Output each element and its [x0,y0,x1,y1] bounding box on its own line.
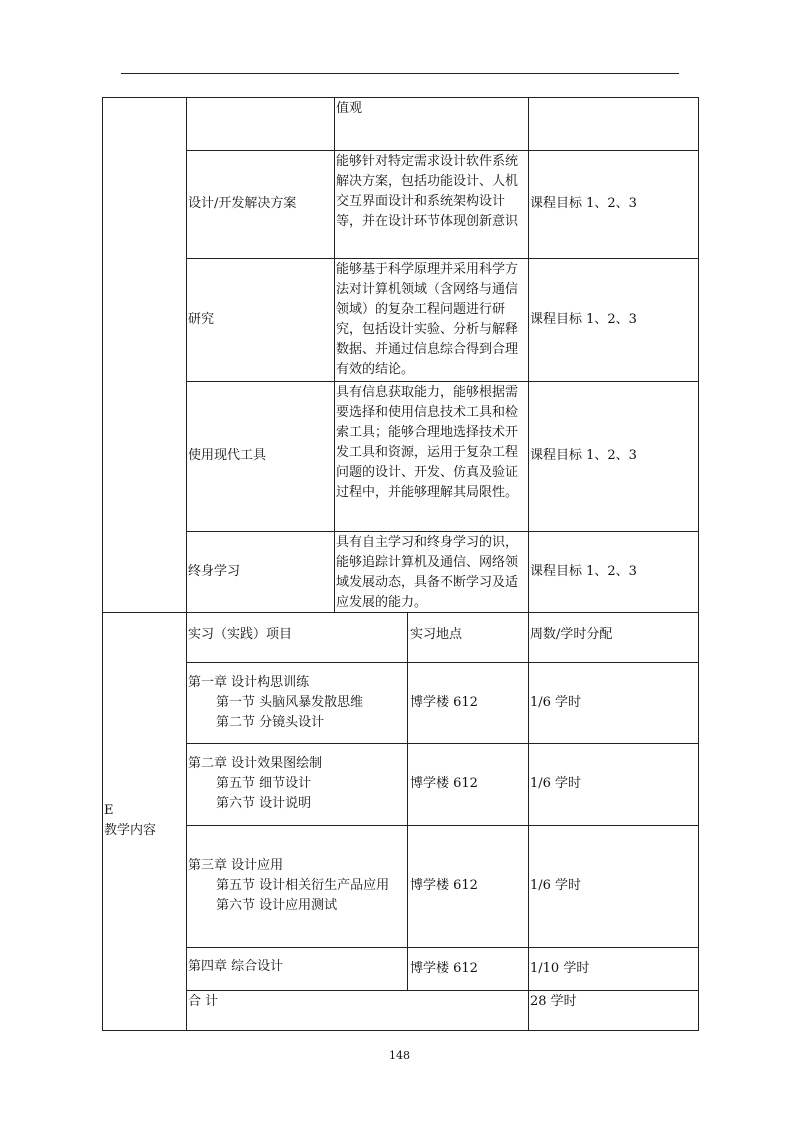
column-divider [407,612,408,990]
hours-label: 1/6 学时 [530,694,582,710]
section-item: 第一节 头脑风暴发散思维 [216,694,364,710]
header-location-label: 实习地点 [410,627,463,642]
header-hours [530,613,696,661]
description-cell: 具有自主学习和终身学习的识，能够追踪计算机及通信、网络领域发展动态，具备不断学习及适应发展的能力。 [336,535,519,610]
total-label: 合 计 [188,994,219,1009]
hours-cell [530,948,696,989]
hours-label: 1/6 学时 [530,776,582,791]
page-number: 148 [389,1049,410,1062]
target-label: 课程目标 1、2、3 [530,196,637,211]
total-hours: 28 学时 [530,994,577,1009]
project-cell [188,826,406,946]
section-item: 第六节 设计说明 [216,796,312,811]
header-hours-label: 周数/学时分配 [530,627,613,642]
header-project-label: 实习（实践）项目 [188,627,293,642]
section-label [104,613,184,1029]
chapter-title: 第三章 设计应用 [188,858,284,873]
section-item: 第五节 设计相关衍生产品应用 [216,878,390,893]
project-cell [188,948,406,989]
hours-label: 1/10 学时 [530,960,590,976]
table-bottom-border [102,1030,699,1031]
indicator-label: 研究 [188,311,215,327]
table-left-border [102,97,103,1030]
column-divider [528,97,529,612]
project-cell [188,744,406,824]
table-top-border [102,97,699,98]
header-location [410,613,526,661]
target-label: 课程目标 1、2、3 [530,563,637,579]
description-cell: 值观 [336,101,363,116]
hours-cell [530,744,696,824]
indicator-label: 设计/开发解决方案 [188,196,297,211]
hours-label: 1/6 学时 [530,878,582,893]
column-divider [528,612,529,1030]
row-divider [186,990,698,991]
location-cell [410,663,526,742]
target-cell [530,532,696,611]
description-cell: 能够基于科学原理并采用科学方法对计算机领域（含网络与通信领域）的复杂工程问题进行研究，包括设计实验、分析与解释数据、并通过信息综合得到合理有效的结论。 [336,262,519,377]
table-right-border [698,97,699,1030]
section-item: 第二节 分镜头设计 [216,714,325,730]
chapter-title: 第二章 设计效果图绘制 [188,756,323,771]
indicator-cell [188,259,332,380]
project-cell [188,663,406,742]
indicator-label: 使用现代工具 [188,448,267,463]
target-cell [530,151,696,257]
location-label: 博学楼 612 [410,960,478,976]
chapter-title: 第四章 综合设计 [188,959,284,974]
indicator-label: 终身学习 [188,563,241,579]
section-item: 第五节 细节设计 [216,776,312,791]
target-cell [530,382,696,530]
target-label: 课程目标 1、2、3 [530,448,637,463]
indicator-cell [188,151,332,257]
header-rule [121,73,679,74]
column-divider [186,97,187,1030]
description-cell: 能够针对特定需求设计软件系统解决方案，包括功能设计、人机交互界面设计和系统架构设计等，并在设计环节体现创新意识 [336,154,519,229]
location-cell [410,744,526,824]
target-label: 课程目标 1、2、3 [530,311,637,327]
location-cell [410,948,526,989]
target-cell [530,259,696,380]
section-item: 第六节 设计应用测试 [216,898,338,913]
chapter-title: 第一章 设计构思训练 [188,674,310,690]
location-label: 博学楼 612 [410,878,478,893]
column-divider [334,97,335,612]
indicator-cell [188,532,332,611]
location-label: 博学楼 612 [410,694,478,710]
indicator-cell [188,382,332,530]
header-project [188,613,405,661]
section-label-letter: E [104,803,114,818]
description-cell: 具有信息获取能力，能够根据需要选择和使用信息技术工具和检索工具；能够合理地选择技术开发工具和资源，运用于复杂工程问题的设计、开发、仿真及验证过程中，并能够理解其局限性。 [336,385,519,500]
location-label: 博学楼 612 [410,776,478,791]
location-cell [410,826,526,946]
hours-cell [530,663,696,742]
section-label-title: 教学内容 [104,823,157,838]
hours-cell [530,826,696,946]
